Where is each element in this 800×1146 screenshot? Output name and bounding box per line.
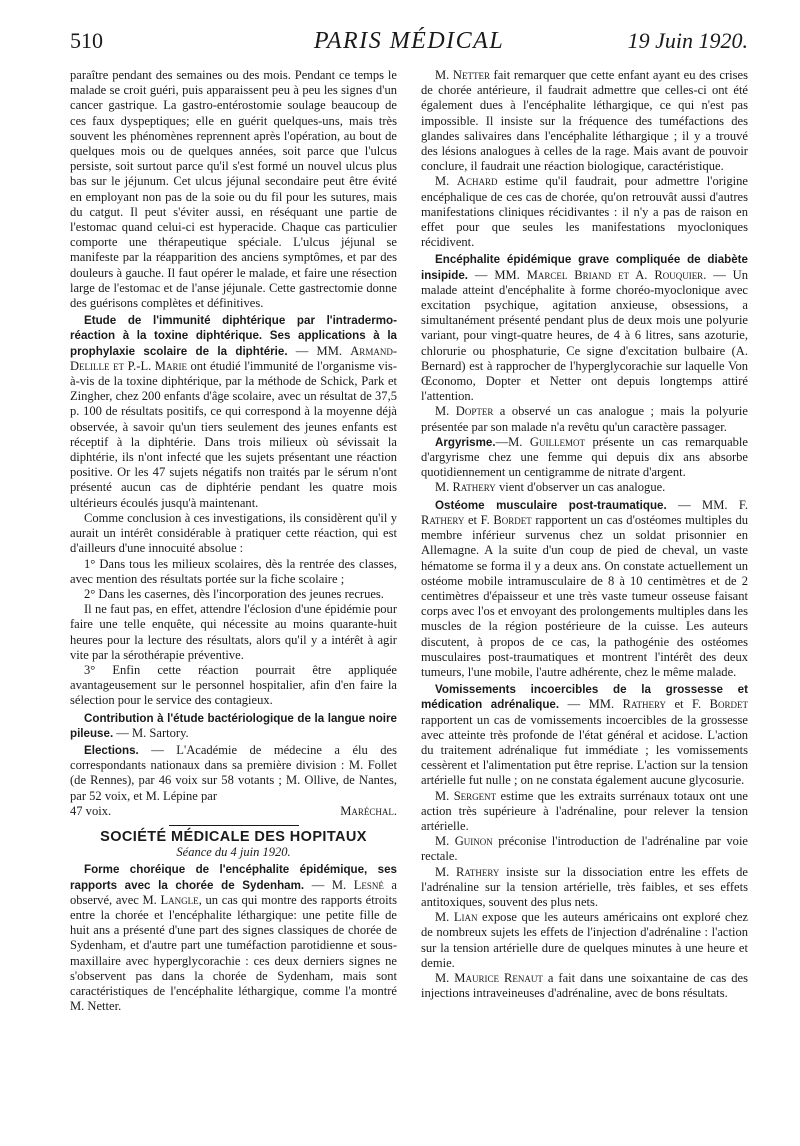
paragraph: Encéphalite épidémique grave compliquée de diabète insipide. — MM. Marcel Briand et A. Rouquier. — Un malade atteint d'encéphalite à forme choréo-myoclonique avec excitation psychique, agitation anxieuse, obsessions, a simultanément présenté pendant plus de deux mois une polyurie variant, pour vingt-quatre heures, de 4 à 6 litres, sans azoturie, chlorurie ou phosphaturie, Ce signe d'excitation bulbaire (A. Bernard) est à rapprocher de l'hyperglycorachie sur laquelle Von Œconomo, Dopter et Netter ont depuis longtemps attiré l'attention.: [421, 253, 749, 404]
paragraph: M. Rathery insiste sur la dissociation entre les effets de l'adrénaline sur la tension artérielle, très faibles, et ses effets antitoxiques, souvent des plus nets.: [421, 864, 748, 909]
author-name: Maurice Renaut: [454, 970, 543, 985]
article-heading: Forme choréique de l'encéphalite épidémique, ses rapports avec la chorée de Sydenham.: [70, 863, 397, 892]
paragraph: Forme choréique de l'encéphalite épidémique, ses rapports avec la chorée de Sydenham. — M. Lesné a observé, avec M. Langle, un cas qui montre des rapports étroits entre la chorée et l'encéphalite léthargique: une petite fille de huit ans a présenté d'une part des signes classiques de chorée de Sydenham, et d'autre part une tuméfaction parotidienne et sous-maxillaire avec hyperglycorachie : ces deux derniers signes ne s'observent pas dans la chorée de Sydenham, mais sont caractéristiques de l'encéphalite léthargique, comme l'a montré M. Netter.: [70, 863, 398, 1014]
article-heading: Etude de l'immunité diphtérique par l'intradermo-réaction à la toxine diphtérique. Ses applications à la prophylaxie scolaire de la diphtérie.: [70, 314, 397, 358]
article-heading: Argyrisme.: [435, 435, 496, 449]
author-name: Rathery: [421, 512, 465, 527]
paragraph: Vomissements incoercibles de la grossesse et médication adrénalique. — MM. Rathery et F. Bordet rapportent un cas de vomissements incoercibles de la grossesse avec atteinte très profonde de l'état général et acidose. L'action du traitement adrénalique fut immédiate ; les vomissements cessèrent et l'alimentation put être reprise. L'action sur la tension artérielle fut nulle ; on ne constata également aucune glycosurie.: [421, 683, 749, 788]
section-date: Séance du 4 juin 1920.: [176, 845, 291, 860]
signature-line: 47 voix. Maréchal.: [70, 803, 397, 818]
author-names: Marcel Briand et A. Rouquier: [526, 267, 704, 282]
paragraph: Argyrisme.—M. Guillemot présente un cas remarquable d'argyrisme chez une femme qui depuis dix ans absorbe quotidiennement un centigramme de nitrate d'argent.: [421, 434, 748, 480]
author-name: Sergent: [453, 788, 497, 803]
author-name: Rathery: [452, 480, 496, 495]
author-name: Bordet: [493, 512, 532, 527]
paragraph: M. Sergent estime que les extraits surrénaux totaux ont une action très supérieure à l'adrénaline, pour relever la tension artérielle.: [421, 788, 748, 833]
issue-date: 19 Juin 1920.: [627, 28, 748, 53]
section-title: SOCIÉTÉ MÉDICALE DES HOPITAUX: [100, 828, 367, 845]
author-signature: Maréchal.: [340, 803, 397, 818]
article-heading: Contribution à l'étude bactériologique de la langue noire pileuse.: [70, 711, 397, 740]
author-name: Rathery: [622, 697, 666, 712]
text-columns: [70, 68, 748, 1014]
paragraph: paraître pendant des semaines ou des mois. Pendant ce temps le malade se croit guéri, puis apparaissent peu à peu les signes d'un cancer gastrique. La gastro-entérostomie soulage beaucoup de ces faux dyspeptiques; elle en guérit quelques-uns, mais très souvent les phénomènes reprennent après l'opération, au bout de quelques mois ou de quelques années, soit parce que l'ulcus persiste, soit surtout parce qu'il s'est formé un nouvel ulcus plus bas sur le jéjunum. Cet ulcus jéjunal secondaire peut être évité en employant non pas de la soie ou du fil pour les sutures, mais du catgut. Il peut s'éviter aussi, en réséquant une partie de l'estomac quand celui-ci est hyperacide. Chaque cas particulier comporte une thérapeutique spéciale. L'ulcus jéjunal se manifeste par la réapparition des anciens symptômes, et par des douleurs à gauche. Il faut opérer le malade, et faire une résection large de l'estomac et de l'anse jéjunale. Cette gastrectomie donne des guérisons complètes et définitives.: [70, 68, 397, 311]
author-name: Rathery: [456, 864, 500, 879]
author-name: Netter: [452, 68, 490, 82]
paragraph: Il ne faut pas, en effet, attendre l'éclosion d'une épidémie pour faire une telle enquête, qui nécessite au moins quarante-huit heures pour la lecture des résultats, alors qu'il y a intérêt à agir vite par la sérothérapie préventive.: [70, 602, 397, 662]
section-divider: [169, 825, 299, 826]
paragraph: M. Dopter a observé un cas analogue ; mais la polyurie présentée par son malade n'a revêtu qu'un caractère passager.: [421, 404, 748, 434]
paragraph: M. Rathery vient d'observer un cas analogue.: [435, 480, 666, 495]
paragraph: M. Achard estime qu'il faudrait, pour admettre l'origine encéphalique de ces cas de chorée, qu'on retrouvât aussi d'autres manifestations cliniques récidivantes : il n'y a pas de raison en effet pour que seules les manifestations myocloniques récidivent.: [421, 174, 748, 250]
left-column: [70, 68, 397, 1014]
author-name: Dopter: [455, 404, 494, 419]
journal-title: PARIS MÉDICAL: [313, 28, 505, 54]
paragraph: 2° Dans les casernes, dès l'incorporation des jeunes recrues.: [84, 586, 384, 601]
paragraph: Contribution à l'étude bactériologique de la langue noire pileuse. — M. Sartory.: [70, 711, 397, 740]
author-name: Guillemot: [529, 434, 585, 449]
author-name: Lesné: [353, 877, 384, 892]
author-name: Bordet: [709, 697, 749, 712]
author-name: Achard: [456, 174, 498, 189]
author-name: Langle: [160, 892, 199, 907]
article-heading: Vomissements incoercibles de la grossesse et médication adrénalique.: [421, 683, 748, 712]
paragraph: 1° Dans tous les milieux scolaires, dès la rentrée des classes, avec mention des résultats portée sur la fiche scolaire ;: [70, 556, 397, 586]
paragraph: Elections. — L'Académie de médecine a élu des correspondants nationaux dans sa première division : M. Follet (de Rennes), par 46 voix sur 58 votants ; M. Ollive, de Nantes, par 52 voix, et M. Lépine par: [70, 742, 397, 803]
right-column: [421, 68, 748, 1014]
article-heading: Elections.: [84, 743, 139, 757]
paragraph: M. Maurice Renaut a fait dans une soixantaine de cas des injections intraveineuses d'adrénaline, avec de bons résultats.: [421, 970, 748, 1001]
page-number: 510: [70, 28, 103, 53]
paragraph: M. Netter fait remarquer que cette enfant ayant eu des crises de chorée antérieure, il faudrait admettre que celles-ci ont été également dues à l'encéphalite léthargique, ce qui n'est pas impossible. Il insiste sur la fréquence des tuméfactions des glandes salivaires dans l'encéphalite léthargique ; il y a trouvé des lésions analogues à celles de la rage. Mais avant de pouvoir conclure, il faudrait une réaction biologique, caractéristique.: [421, 68, 748, 174]
author-name: Guinon: [454, 834, 493, 849]
paragraph: Ostéome musculaire post-traumatique. — MM. F. Rathery et F. Bordet rapportent un cas d'ostéomes multiples du membre inférieur survenus chez un soldat prisonnier en Allemagne. A la suite d'un coup de pied de cheval, un vaste hématome se forma il y a deux ans. On constate actuellement un ostéome mobile intramusculaire de 8 à 10 centimètres et de 2 centimètres d'épaisseur et une très vaste tumeur osseuse faisant corps avec l'os et envoyant des prolongements multiples dans les muscles de la région postérieure de la cuisse. Les auteurs discutent, à propos de ce cas, la pathogénie des ostéomes musculaires post-traumatiques et montrent l'intérêt des deux tumeurs, l'une mobile, l'autre adhérente, chez le même malade.: [421, 497, 748, 679]
page-header: [70, 28, 748, 64]
author-names: Armand-Delille et P.-L. Marie: [70, 343, 397, 373]
paragraph: Etude de l'immunité diphtérique par l'intradermo-réaction à la toxine diphtérique. Ses applications à la prophylaxie scolaire de la diphtérie. — MM. Armand-Delille et P.-L. Marie ont étudié l'immunité de l'organisme vis-à-vis de la toxine diphtérique, par la méthode de Schick, Park et Zingher, chez 200 enfants d'âge scolaire, avec un résultat de 37,5 p. 100 de résultats positifs, ce qui correspond à la moyenne déjà observée, à savoir qu'un tiers seulement des jeunes enfants est réceptif à la diphtérie. Dans trois milieux où sévissait la diphtérie, ils n'ont infecté que les sujets présentant une réaction positive. Or les 47 sujets négatifs non traités par le sérum n'ont présenté aucun cas de diphtérie pendant les quatre mois ultérieurs écoulés jusqu'à maintenant.: [70, 314, 397, 510]
article-heading: Ostéome musculaire post-traumatique.: [435, 498, 667, 512]
paragraph: M. Lian expose que les auteurs américains ont exploré chez de nombreux sujets les effets de l'injection d'adrénaline : l'action sur la tension artérielle dure de quelques minutes à une heure et demie.: [421, 910, 748, 970]
paragraph: 3° Enfin cette réaction pourrait être appliquée avantageusement sur le personnel hospitalier, afin d'en faire la sélection pour le service des contagieux.: [70, 662, 397, 708]
author-name: Lian: [453, 910, 478, 925]
article-heading: Encéphalite épidémique grave compliquée de diabète insipide.: [421, 253, 748, 282]
paragraph: M. Guinon préconise l'introduction de l'adrénaline par voie rectale.: [421, 834, 748, 864]
paragraph: Comme conclusion à ces investigations, ils considèrent qu'il y aurait un intérêt considérable à pratiquer cette réaction, qui est d'ailleurs d'une innocuité absolue :: [70, 510, 397, 556]
